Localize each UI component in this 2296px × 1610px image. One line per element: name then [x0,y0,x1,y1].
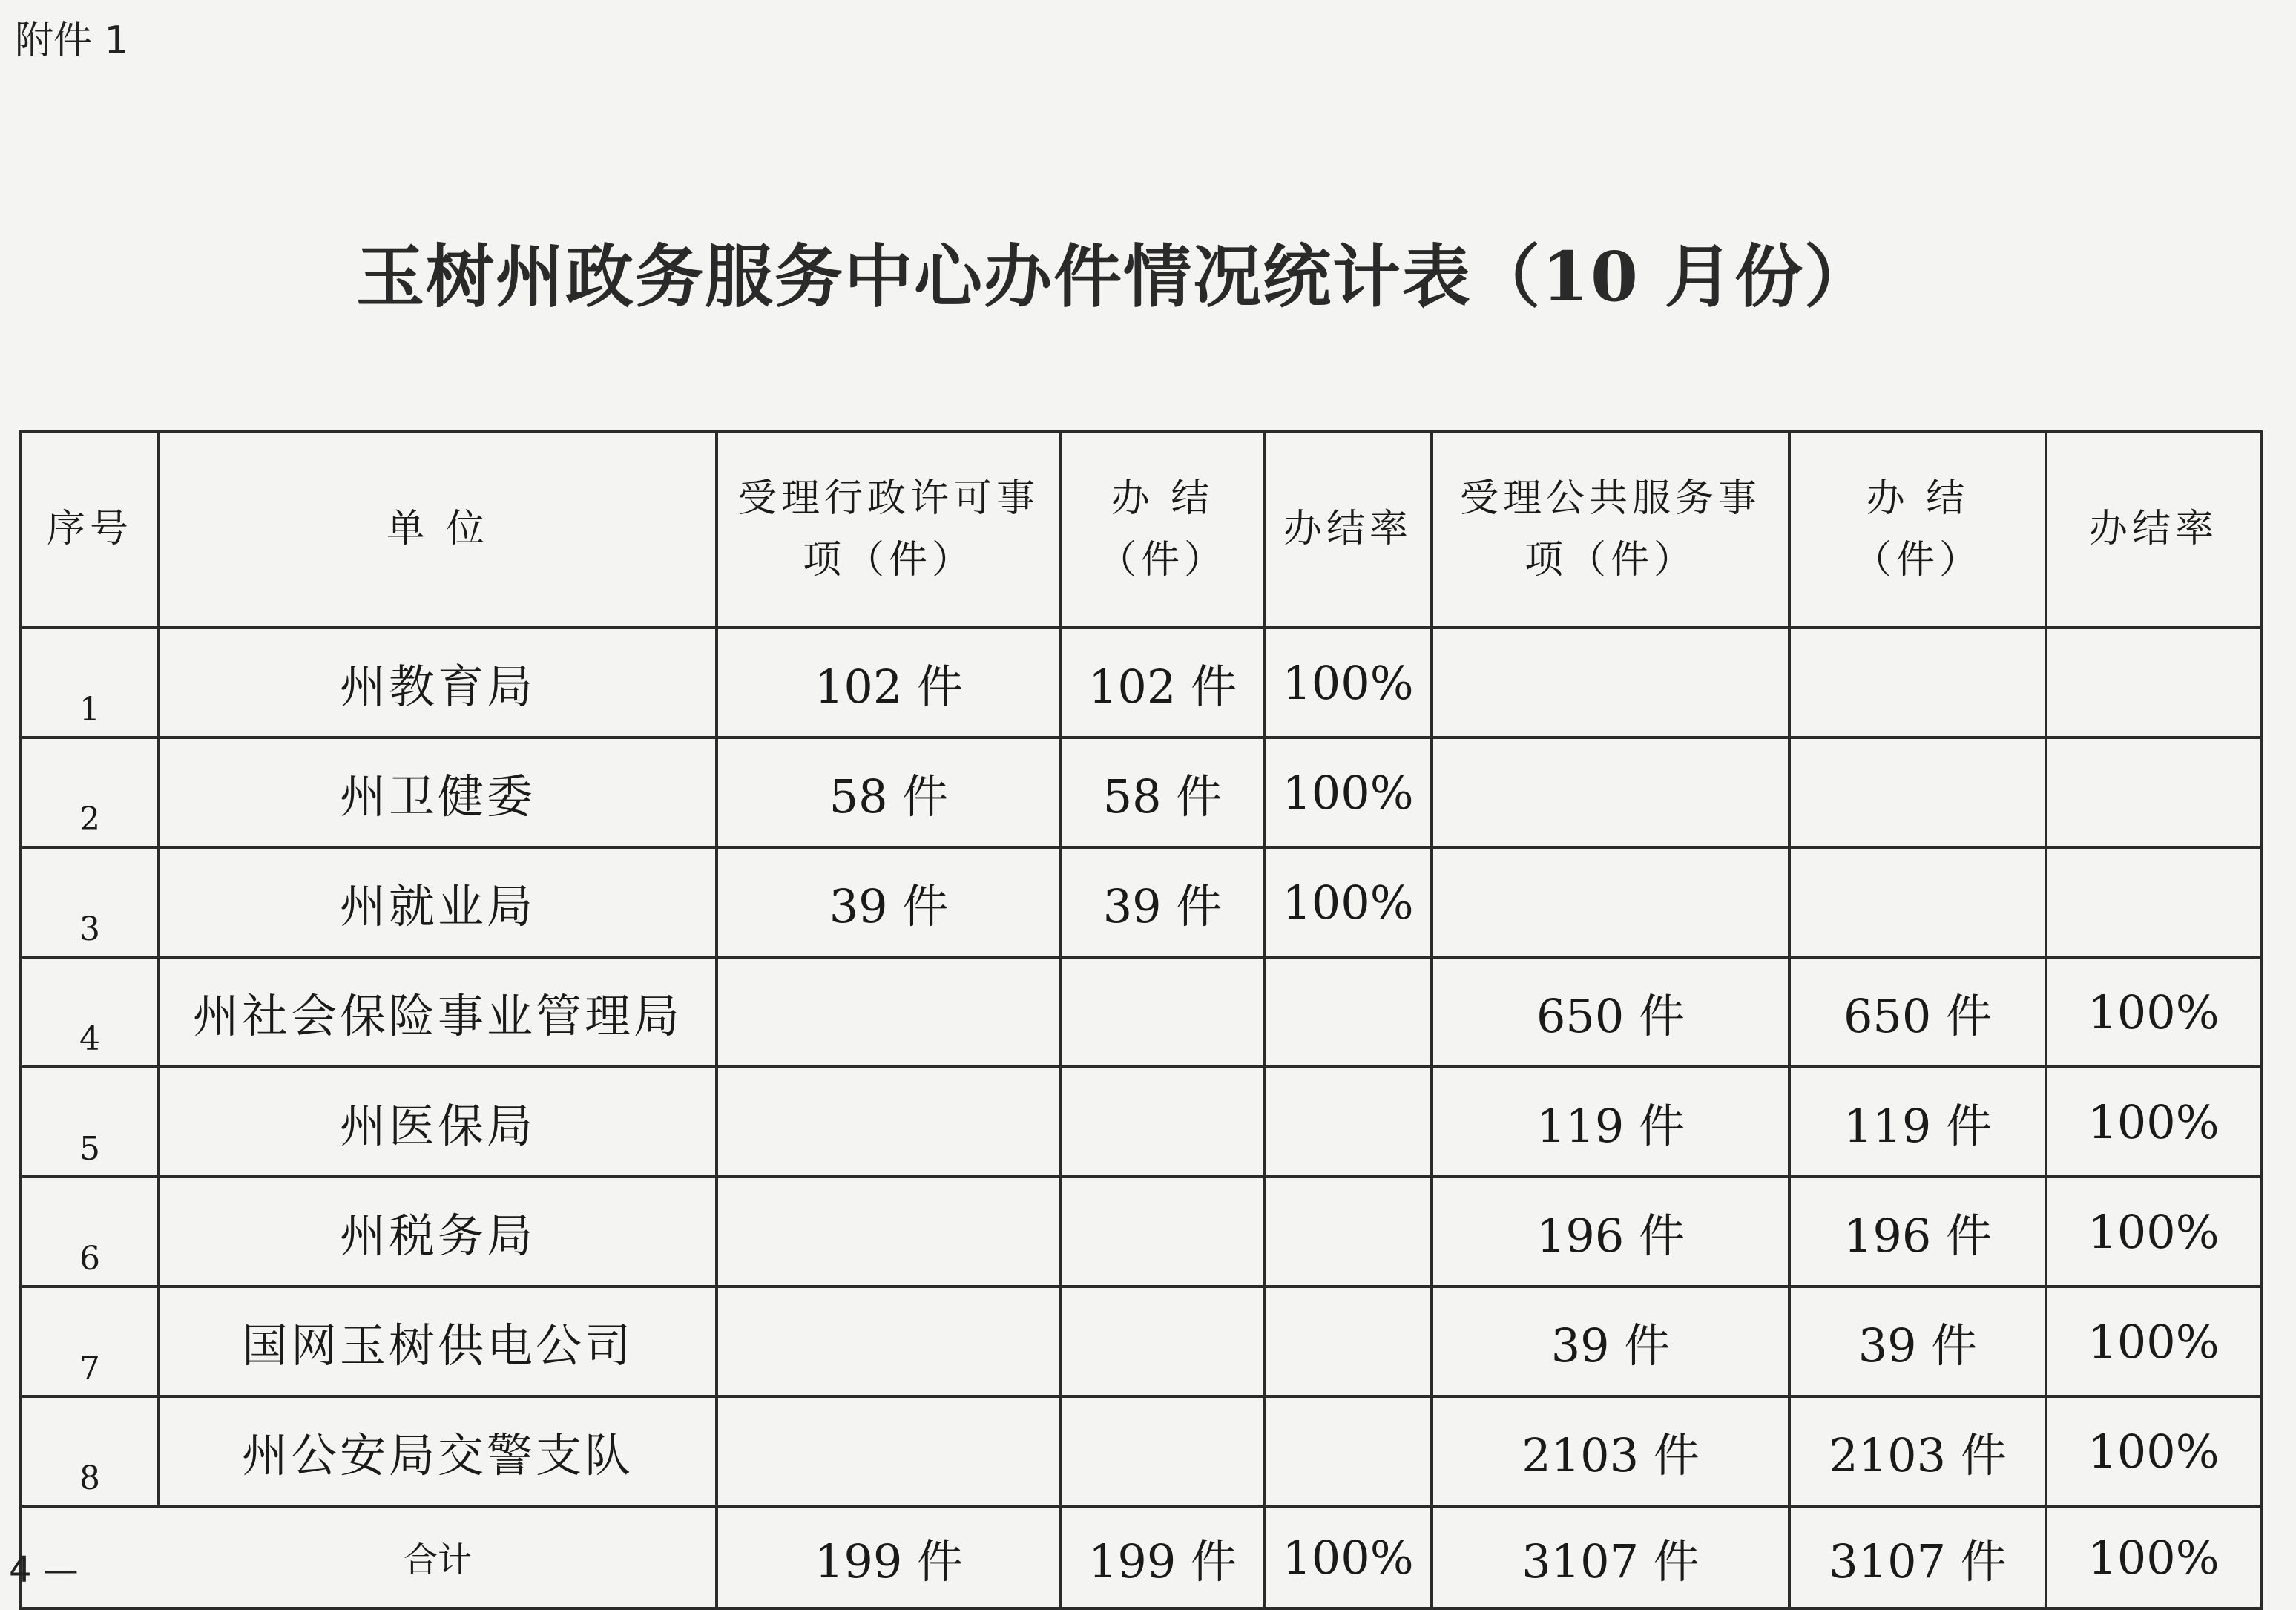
row-public-accepted: 650 件 [1432,957,1789,1067]
row-unit: 州教育局 [159,628,717,737]
row-public-rate [2046,737,2261,847]
table-row [21,1177,2261,1287]
row-admin-rate [1264,1067,1432,1177]
row-unit: 州医保局 [159,1067,717,1177]
row-public-accepted [1432,737,1789,847]
row-admin-accepted: 102 件 [717,628,1061,737]
header-admin-done [1061,432,1264,628]
row-seq: 5 [21,1067,159,1177]
row-seq: 6 [21,1177,159,1287]
row-seq: 4 [21,957,159,1067]
row-public-done [1789,847,2046,957]
header-public-done [1789,432,2046,628]
table-row [21,1287,2261,1396]
row-admin-done [1061,1177,1264,1287]
total-admin-accepted: 199 件 [717,1506,1061,1609]
total-row [21,1506,2261,1609]
row-unit: 国网玉树供电公司 [159,1287,717,1396]
row-public-done [1789,737,2046,847]
header-public-accepted-line1: 受理公共服务事 [1459,476,1761,521]
table-row [21,628,2261,737]
row-seq: 7 [21,1287,159,1396]
row-admin-accepted [717,1067,1061,1177]
row-seq: 3 [21,847,159,957]
row-public-done [1789,628,2046,737]
header-admin-accepted-line1: 受理行政许可事 [737,476,1039,521]
row-admin-done: 58 件 [1061,737,1264,847]
header-public-accepted [1432,432,1789,628]
row-admin-accepted: 58 件 [717,737,1061,847]
row-admin-accepted [717,1287,1061,1396]
row-seq: 8 [21,1396,159,1506]
row-public-done: 2103 件 [1789,1396,2046,1506]
row-public-rate: 100% [2046,1177,2261,1287]
row-admin-done [1061,1287,1264,1396]
row-admin-accepted: 39 件 [717,847,1061,957]
document-title: 玉树州政务服务中心办件情况统计表（10 月份） [356,237,1875,317]
row-admin-rate [1264,1287,1432,1396]
header-public-accepted-line2: 项（件） [1524,538,1697,582]
header-unit: 单 位 [159,432,717,628]
table-row [21,1396,2261,1506]
row-public-rate: 100% [2046,1287,2261,1396]
row-admin-rate [1264,1396,1432,1506]
table-row [21,737,2261,847]
row-admin-done [1061,957,1264,1067]
header-public-done-line2: （件） [1852,538,1982,582]
row-public-accepted [1432,628,1789,737]
total-public-accepted: 3107 件 [1432,1506,1789,1609]
table-header-row [21,432,2261,628]
row-public-rate [2046,847,2261,957]
row-public-rate: 100% [2046,1067,2261,1177]
row-admin-rate [1264,957,1432,1067]
row-public-done: 119 件 [1789,1067,2046,1177]
table-row [21,847,2261,957]
total-public-rate: 100% [2046,1506,2261,1609]
row-admin-accepted [717,957,1061,1067]
row-admin-rate: 100% [1264,847,1432,957]
row-admin-done: 39 件 [1061,847,1264,957]
total-public-done: 3107 件 [1789,1506,2046,1609]
row-admin-rate: 100% [1264,737,1432,847]
statistics-table [19,430,2263,1610]
row-public-accepted: 2103 件 [1432,1396,1789,1506]
header-admin-done-line2: （件） [1097,538,1227,582]
row-unit: 州税务局 [159,1177,717,1287]
row-public-accepted: 39 件 [1432,1287,1789,1396]
row-seq: 1 [21,628,159,737]
total-admin-done: 199 件 [1061,1506,1264,1609]
header-public-rate: 办结率 [2046,432,2261,628]
row-admin-accepted [717,1177,1061,1287]
row-unit: 州就业局 [159,847,717,957]
row-public-rate [2046,628,2261,737]
row-unit: 州公安局交警支队 [159,1396,717,1506]
row-public-accepted [1432,847,1789,957]
total-admin-rate: 100% [1264,1506,1432,1609]
header-admin-done-line1: 办 结 [1111,476,1214,521]
header-admin-accepted-line2: 项（件） [802,538,975,582]
table-row [21,1067,2261,1177]
row-admin-done [1061,1396,1264,1506]
row-public-done: 39 件 [1789,1287,2046,1396]
header-seq: 序号 [21,432,159,628]
attachment-label: 附件 1 [15,19,129,63]
header-public-done-line1: 办 结 [1866,476,1970,521]
row-public-done: 196 件 [1789,1177,2046,1287]
row-public-accepted: 119 件 [1432,1067,1789,1177]
header-admin-rate: 办结率 [1264,432,1432,628]
row-admin-accepted [717,1396,1061,1506]
row-unit: 州社会保险事业管理局 [159,957,717,1067]
table-row [21,957,2261,1067]
row-admin-done: 102 件 [1061,628,1264,737]
row-public-rate: 100% [2046,957,2261,1067]
page-number: 4 — [9,1549,79,1591]
row-admin-rate [1264,1177,1432,1287]
row-public-accepted: 196 件 [1432,1177,1789,1287]
row-seq: 2 [21,737,159,847]
row-public-done: 650 件 [1789,957,2046,1067]
header-admin-accepted [717,432,1061,628]
row-admin-rate: 100% [1264,628,1432,737]
total-label: 合计 [21,1506,717,1609]
row-unit: 州卫健委 [159,737,717,847]
row-public-rate: 100% [2046,1396,2261,1506]
row-admin-done [1061,1067,1264,1177]
